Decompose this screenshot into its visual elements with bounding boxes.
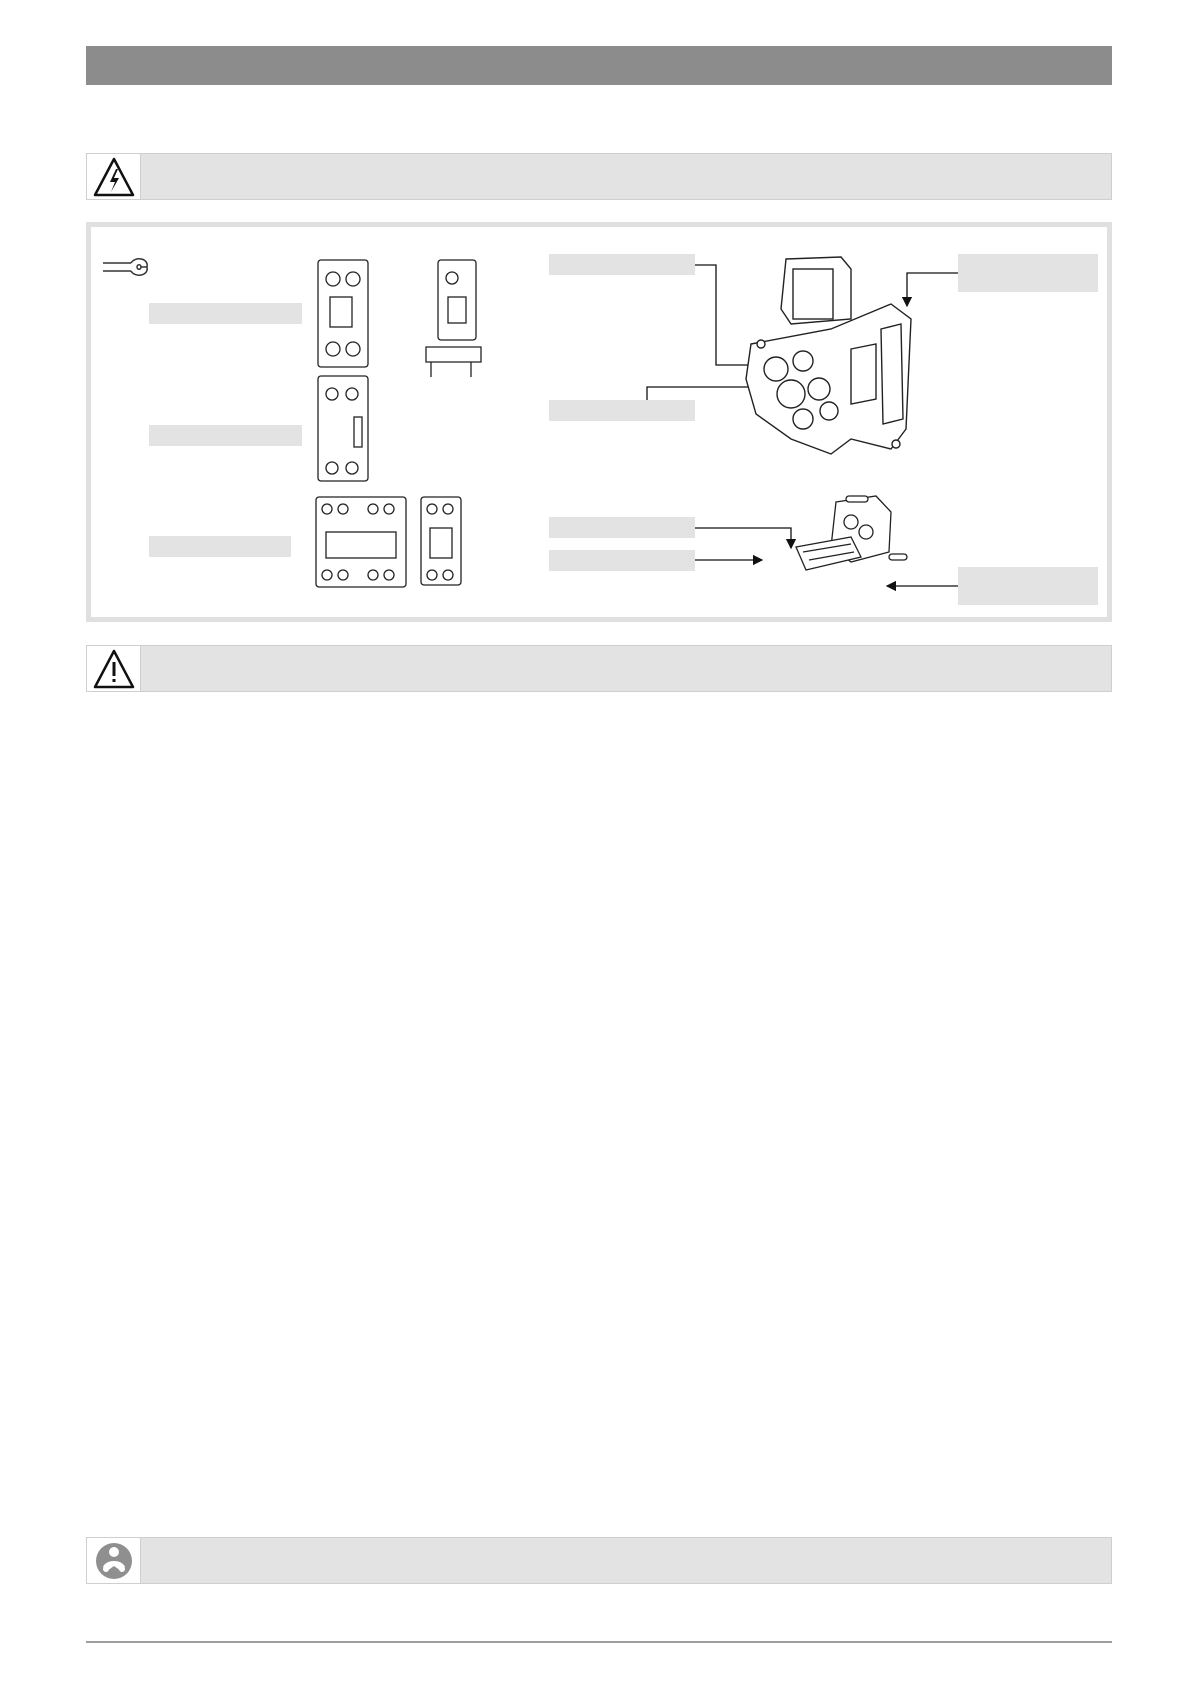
warning-notice xyxy=(86,645,1112,692)
leader-lines xyxy=(91,227,1107,617)
environment-notice xyxy=(86,1537,1112,1584)
page-header-bar xyxy=(86,46,1112,85)
small-valve-illustration xyxy=(791,492,911,577)
footer-rule xyxy=(86,1641,1112,1643)
electric-hazard-icon xyxy=(87,154,141,199)
electric-hazard-notice xyxy=(86,153,1112,200)
components-figure xyxy=(86,222,1112,622)
warning-icon xyxy=(87,646,141,691)
gas-valve-illustration xyxy=(731,249,921,459)
environment-recycling-icon xyxy=(87,1538,141,1583)
